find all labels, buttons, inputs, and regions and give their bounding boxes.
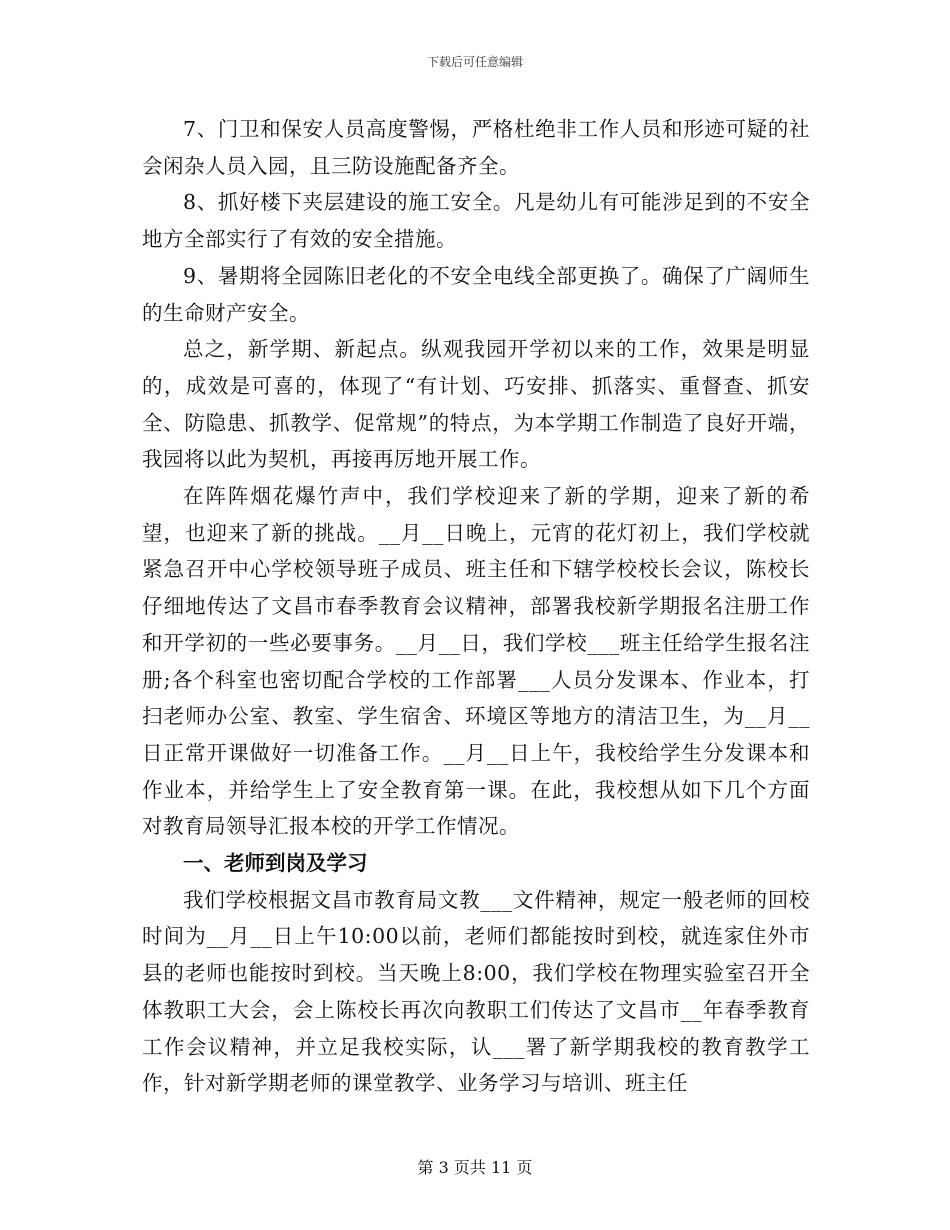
document-body [142,111,810,1102]
page-footer: 第 3 页共 11 页 [417,1158,533,1177]
page-header: 下载后可任意编辑 [426,55,523,69]
paragraph-summary: 总之，新学期、新起点。纵观我园开学初以来的工作，效果是明显的，成效是可喜的，体现了“有计划、巧安排、抓落实、重督查、抓安全、防隐患、抓教学、促常规”的特点，为本学期工作制造了良好开端，我园将以此为契机，再接再厉地开展工作。 [142,337,810,472]
paragraph-new-semester: 在阵阵烟花爆竹声中，我们学校迎来了新的学期，迎来了新的希望，也迎来了新的挑战。__月__日晚上，元宵的花灯初上，我们学校就紧急召开中心学校领导班子成员、班主任和下辖学校校长会议，陈校长仔细地传达了文昌市春季教育会议精神，部署我校新学期报名注册工作和开学初的一些必要事务。__月__日，我们学校___班主任给学生报名注册;各个科室也密切配合学校的工作部署___人员分发课本、作业本，打扫老师办公室、教室、学生宿舍、环境区等地方的清洁卫生，为__月__日正常开课做好一切准备工作。__月__日上午，我校给学生分发课本和作业本，并给学生上了安全教育第一课。在此，我校想从如下几个方面对教育局领导汇报本校的开学工作情况。 [142,484,810,839]
paragraph-item-8: 8、抓好楼下夹层建设的施工安全。凡是幼儿有可能涉足到的不安全地方全部实行了有效的安全措施。 [142,190,810,252]
paragraph-teacher-arrival: 我们学校根据文昌市教育局文教___文件精神，规定一般老师的回校时间为__月__日上午10:00以前，老师们都能按时到校，就连家住外市县的老师也能按时到校。当天晚上8:00，我们学校在物理实验室召开全体教职工大会，会上陈校长再次向教职工们传达了文昌市__年春季教育工作会议精神，并立足我校实际，认___署了新学期我校的教育教学工作，针对新学期老师的课堂教学、业务学习与培训、班主任 [142,887,810,1096]
section-heading: 一、老师到岗及学习 [183,851,368,876]
paragraph-item-7: 7、门卫和保安人员高度警惕，严格杜绝非工作人员和形迹可疑的社会闲杂人员入园，且三防设施配备齐全。 [142,117,810,178]
paragraph-item-9: 9、暑期将全园陈旧老化的不安全电线全部更换了。确保了广阔师生的生命财产安全。 [142,263,810,325]
